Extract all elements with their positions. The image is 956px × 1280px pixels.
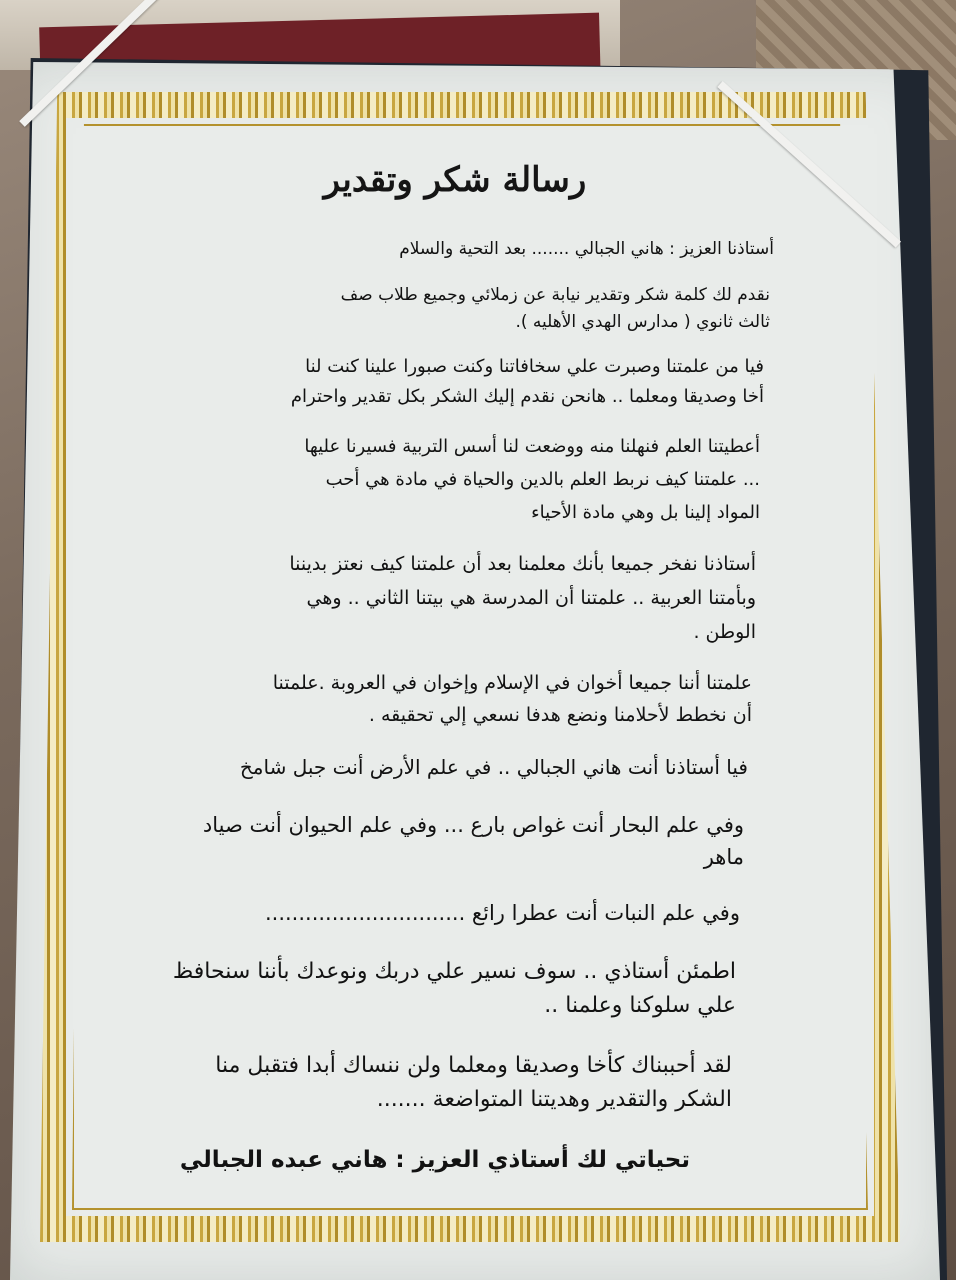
greeting-line: أستاذنا العزيز : هاني الجبالي ....... بعد التحية والسلام [399, 239, 774, 259]
letter-paragraph: علمتنا أننا جميعا أخوان في الإسلام وإخوان في العروبة .علمتنا أن نخطط لأحلامنا ونضع هدفا نسعي إلي تحقيقه . [272, 672, 752, 726]
letter-body [110, 160, 800, 1177]
letter-paragraph: أعطيتنا العلم فنهلنا منه ووضعت لنا أسس التربية فسيرنا عليها ... علمتنا كيف نربط العلم بالدين والحياة في مادة هي أحب المواد إلينا بل وهي مادة الأحياء [304, 436, 760, 523]
letter-paragraph: أستاذنا نفخر جميعا بأنك معلمنا بعد أن علمتنا كيف نعتز بديننا وبأمتنا العربية .. علمتنا أن المدرسة هي بيتنا الثاني .. وهي الوطن . [289, 553, 756, 643]
letter-paragraph: نقدم لك كلمة شكر وتقدير نيابة عن زملائي وجميع طلاب صف ثالث ثانوي ( مدارس الهدي الأهليه ). [340, 285, 770, 332]
letter-paragraph: وفي علم النبات أنت عطرا رائع .............................. [264, 901, 740, 925]
letter-paragraph: اطمئن أستاذي .. سوف نسير علي دربك ونوعدك بأننا سنحافظ علي سلوكنا وعلمنا .. [172, 959, 736, 1018]
letter-paragraph: وفي علم البحار أنت غواص بارع ... وفي علم الحيوان أنت صياد ماهر [202, 813, 744, 869]
signature-line: تحياتي لك أستاذي العزيز : هاني عبده الجبالي [179, 1147, 690, 1173]
letter-paragraph: فيا أستاذنا أنت هاني الجبالي .. في علم الأرض أنت جبل شامخ [239, 755, 748, 779]
letter-title: رسالة شكر وتقدير [323, 160, 587, 200]
letter-paragraph: لقد أحببناك كأخا وصديقا ومعلما ولن ننساك أبدا فتقبل منا الشكر والتقدير وهديتنا المتواضعة ....... [215, 1053, 732, 1112]
letter-paragraph: فيا من علمتنا وصبرت علي سخافاتنا وكنت صبورا علينا كنت لنا أخا وصديقا ومعلما .. هانحن نقدم إليك الشكر بكل تقدير واحترام [290, 356, 764, 407]
